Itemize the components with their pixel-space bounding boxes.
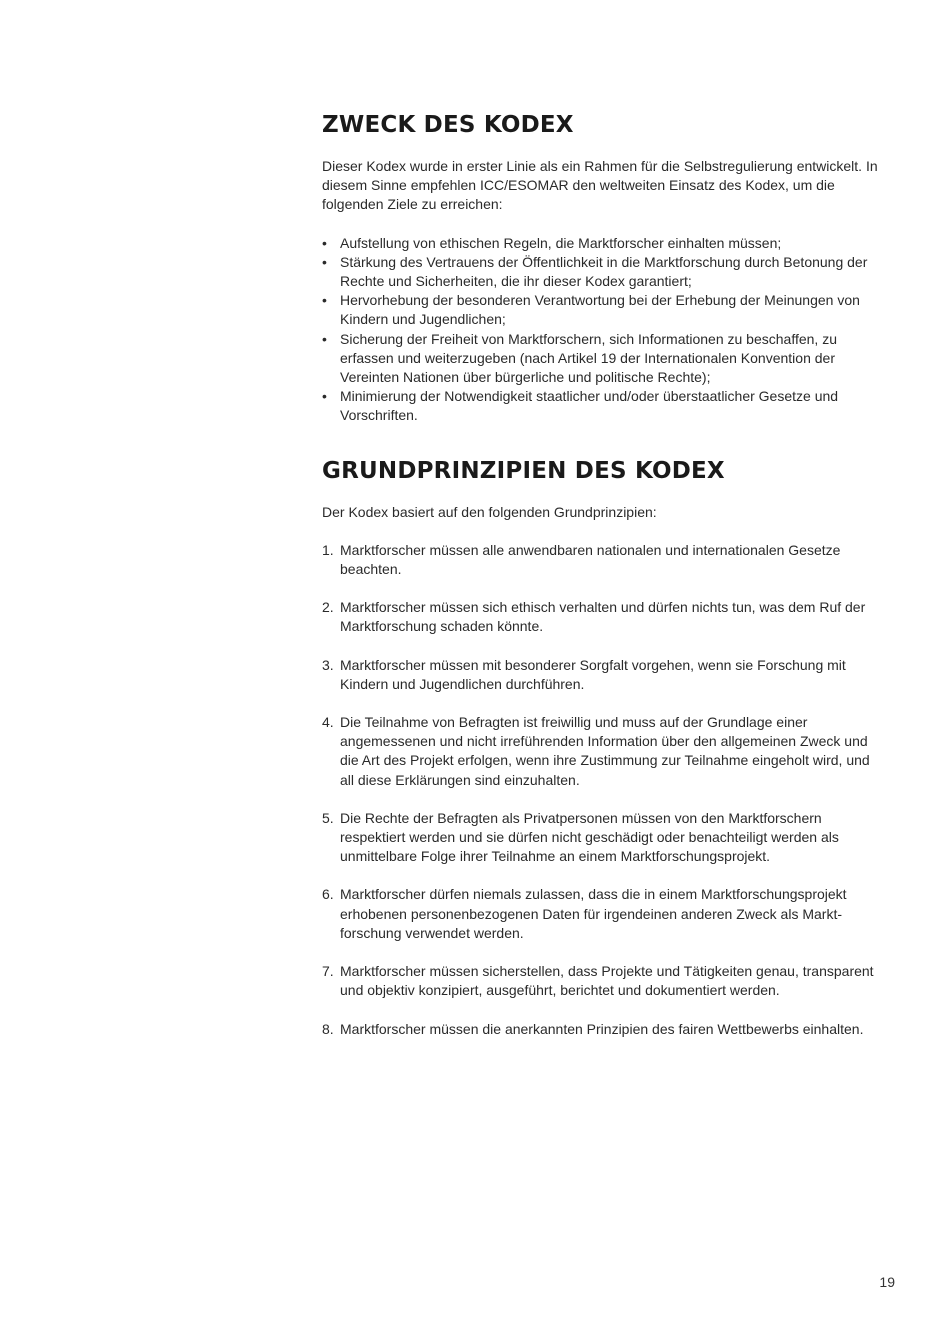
bullet-text: Sicherung der Freiheit von Marktforschern, sich Informationen zu beschaffen, zu erfassen und weiterzugeben (nach Artikel 19 der Internationalen Konvention der Vereinten Nationen über bürgerliche und politische Rechte); <box>340 330 837 386</box>
section-title-zweck: ZWECK DES KODEX <box>322 112 574 138</box>
principles-numbered-list <box>322 541 882 1039</box>
principle-text: Marktforscher müssen die anerkannten Prinzipien des fairen Wettbewerbs einhalten. <box>340 1020 864 1037</box>
bullet-text: Aufstellung von ethischen Regeln, die Marktforscher einhalten müssen; <box>340 234 782 251</box>
principle-text: Die Rechte der Befragten als Privatpersonen müssen von den Marktforschern respektiert werden und sie dürfen nicht geschädigt oder benachteiligt werden als unmittelbare Folge ihrer Teilnahme an einem Marktforschungsprojekt. <box>340 809 839 865</box>
page-content <box>322 110 882 1058</box>
principle-number: 8. <box>322 1020 334 1037</box>
principle-text: Marktforscher müssen alle anwendbaren nationalen und internationalen Gesetze beachten. <box>340 541 841 578</box>
bullet-item <box>322 253 882 291</box>
principle-item <box>322 885 882 943</box>
page-number: 19 <box>879 1274 895 1290</box>
principle-item <box>322 598 882 636</box>
principle-number: 5. <box>322 809 334 826</box>
principle-number: 6. <box>322 886 334 903</box>
bullet-item <box>322 330 882 388</box>
principle-item <box>322 656 882 694</box>
bullet-icon: • <box>322 253 327 270</box>
bullet-item <box>322 291 882 329</box>
goals-bullet-list <box>322 234 882 426</box>
bullet-item <box>322 387 882 425</box>
principle-number: 4. <box>322 714 334 731</box>
principle-text: Marktforscher müssen mit besonderer Sorgfalt vorgehen, wenn sie Forschung mit Kindern und Jugendlichen durchführen. <box>340 656 846 692</box>
principle-number: 3. <box>322 656 334 673</box>
principle-number: 2. <box>322 599 334 616</box>
bullet-icon: • <box>322 234 327 251</box>
bullet-text: Stärkung des Vertrauens der Öffentlichkeit in die Marktforschung durch Betonung der Rechte und Sicherheiten, die ihr dieser Kodex garantiert; <box>340 253 868 290</box>
section-title-grundprinzipien: GRUNDPRINZIPIEN DES KODEX <box>322 457 725 484</box>
principle-text: Marktforscher dürfen niemals zulassen, dass die in einem Marktforschungsprojekt erhobenen personenbezogenen Daten für irgendeinen anderen Zweck als Markt-forschung verwendet werden. <box>340 886 847 941</box>
bullet-text: Minimierung der Notwendigkeit staatlicher und/oder überstaatlicher Gesetze und Vorschriften. <box>340 388 839 424</box>
principle-number: 7. <box>322 963 334 980</box>
principle-text: Die Teilnahme von Befragten ist freiwillig und muss auf der Grundlage einer angemessenen und nicht irreführenden Information über den allgemeinen Zweck und die Art des Projekt erfolgen, wenn ihre Zustimmung zur Teilnahme eingeholt wird, und all diese Erklärungen sind einzuhalten. <box>340 714 870 788</box>
principle-item <box>322 1020 882 1039</box>
principle-item <box>322 809 882 867</box>
principle-item <box>322 962 882 1000</box>
principle-text: Marktforscher müssen sicherstellen, dass Projekte und Tätigkeiten genau, transparent und objektiv konzipiert, ausgeführt, berichtet und dokumentiert werden. <box>340 963 874 999</box>
bullet-icon: • <box>322 388 327 405</box>
principle-item <box>322 541 882 579</box>
bullet-icon: • <box>322 292 327 309</box>
principle-item <box>322 713 882 790</box>
bullet-icon: • <box>322 330 327 347</box>
principle-number: 1. <box>322 541 334 558</box>
principle-text: Marktforscher müssen sich ethisch verhalten und dürfen nichts tun, was dem Ruf der Marktforschung schaden könnte. <box>340 599 866 635</box>
section-intro-zweck: Dieser Kodex wurde in erster Linie als ein Rahmen für die Selbstregulierung entwickelt. In diesem Sinne empfehlen ICC/ESOMAR den weltweiten Einsatz des Kodex, um die folgenden Ziele zu erreichen: <box>322 158 878 213</box>
bullet-text: Hervorhebung der besonderen Verantwortung bei der Erhebung der Meinungen von Kindern und Jugendlichen; <box>340 292 860 328</box>
bullet-item <box>322 234 882 253</box>
section-intro-grundprinzipien: Der Kodex basiert auf den folgenden Grundprinzipien: <box>322 503 657 520</box>
